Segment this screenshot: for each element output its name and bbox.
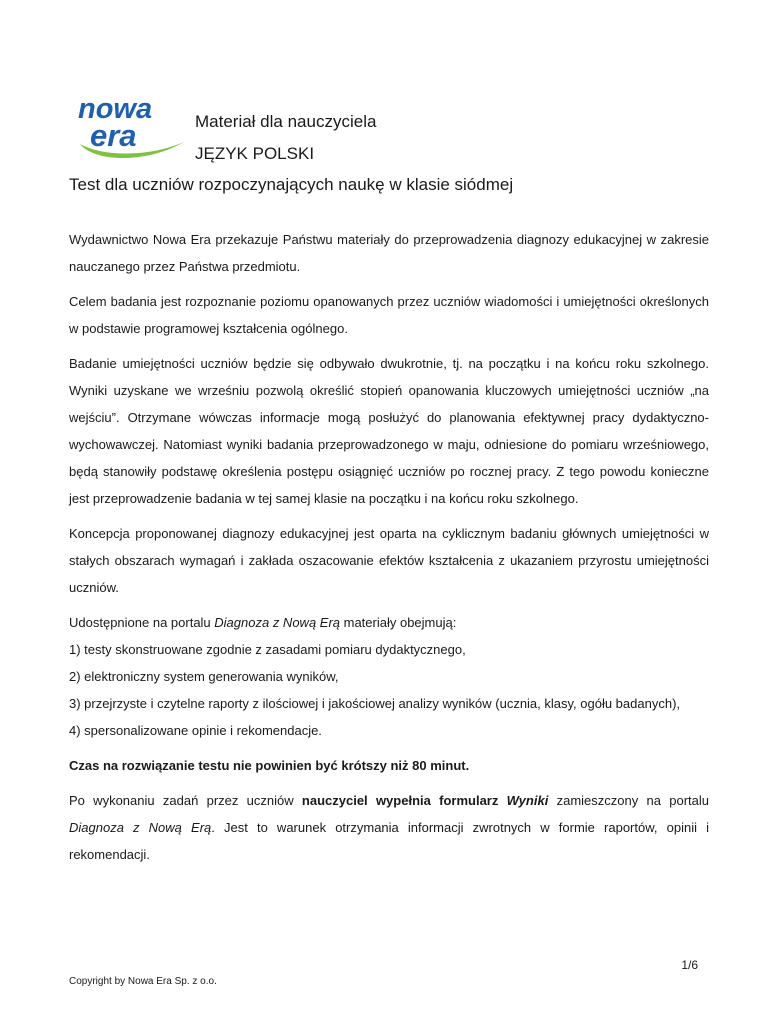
materials-list-intro: Udostępnione na portalu Diagnoza z Nową Erą materiały obejmują: [69, 615, 457, 630]
nowa-era-logo [76, 92, 188, 164]
portal-name: Diagnoza z Nową Erą [69, 820, 212, 835]
document-body [69, 226, 709, 876]
paragraph-instructions: Po wykonaniu zadań przez uczniów nauczyciel wypełnia formularz Wyniki zamieszczony na portalu Diagnoza z Nową Erą. Jest to warunek otrzymania informacji zwrotnych w formie raportów, opinii i rekomendacji. [69, 793, 709, 862]
list-item: 4) spersonalizowane opinie i rekomendacje. [69, 723, 322, 738]
subject-label: JĘZYK POLSKI [195, 144, 315, 163]
list-item: 3) przejrzyste i czytelne raporty z ilościowej i jakościowej analizy wyników (ucznia, klasy, ogółu badanych), [69, 696, 681, 711]
logo-text-nowa: nowa [78, 93, 153, 125]
list-item: 2) elektroniczny system generowania wyników, [69, 669, 339, 684]
time-requirement: Czas na rozwiązanie testu nie powinien być krótszy niż 80 minut. [69, 758, 470, 773]
form-name: Wyniki [506, 793, 549, 808]
paragraph-schedule: Badanie umiejętności uczniów będzie się odbywało dwukrotnie, tj. na początku i na końcu roku szkolnego. Wyniki uzyskane we wrześniu pozwolą określić stopień opanowania kluczowych umiejętności uczniów „na wejściu”. Otrzymane wówczas informacje mogą posłużyć do planowania efektywnej pracy dydaktyczno-wychowawczej. Natomiast wyniki badania przeprowadzonego w maju, odniesione do pomiaru wrześniowego, będą stanowiły podstawę określenia postępu osiągnięć uczniów po rocznej pracy. Z tego powodu konieczne jest przeprowadzenie badania w tej samej klasie na początku i na końcu roku szkolnego. [69, 356, 709, 506]
materials-list [69, 609, 709, 744]
list-item: 1) testy skonstruowane zgodnie z zasadami pomiaru dydaktycznego, [69, 642, 466, 657]
copyright-notice: Copyright by Nowa Era Sp. z o.o. [69, 976, 217, 987]
document-title: Test dla uczniów rozpoczynających naukę w klasie siódmej [69, 175, 514, 194]
logo-text-era: era [90, 118, 137, 153]
material-label: Materiał dla nauczyciela [195, 112, 377, 131]
portal-name: Diagnoza z Nową Erą [214, 615, 341, 630]
page-number: 1/6 [681, 958, 698, 972]
paragraph-goal: Celem badania jest rozpoznanie poziomu opanowanych przez uczniów wiadomości i umiejętności określonych w podstawie programowej kształcenia ogólnego. [69, 294, 709, 336]
paragraph-intro: Wydawnictwo Nowa Era przekazuje Państwu materiały do przeprowadzenia diagnozy edukacyjnej w zakresie nauczanego przez Państwa przedmiotu. [69, 232, 709, 274]
paragraph-concept: Koncepcja proponowanej diagnozy edukacyjnej jest oparta na cyklicznym badaniu głównych umiejętności w stałych obszarach wymagań i zakłada oszacowanie efektów kształcenia z ukazaniem przyrostu umiejętności uczniów. [69, 526, 709, 595]
